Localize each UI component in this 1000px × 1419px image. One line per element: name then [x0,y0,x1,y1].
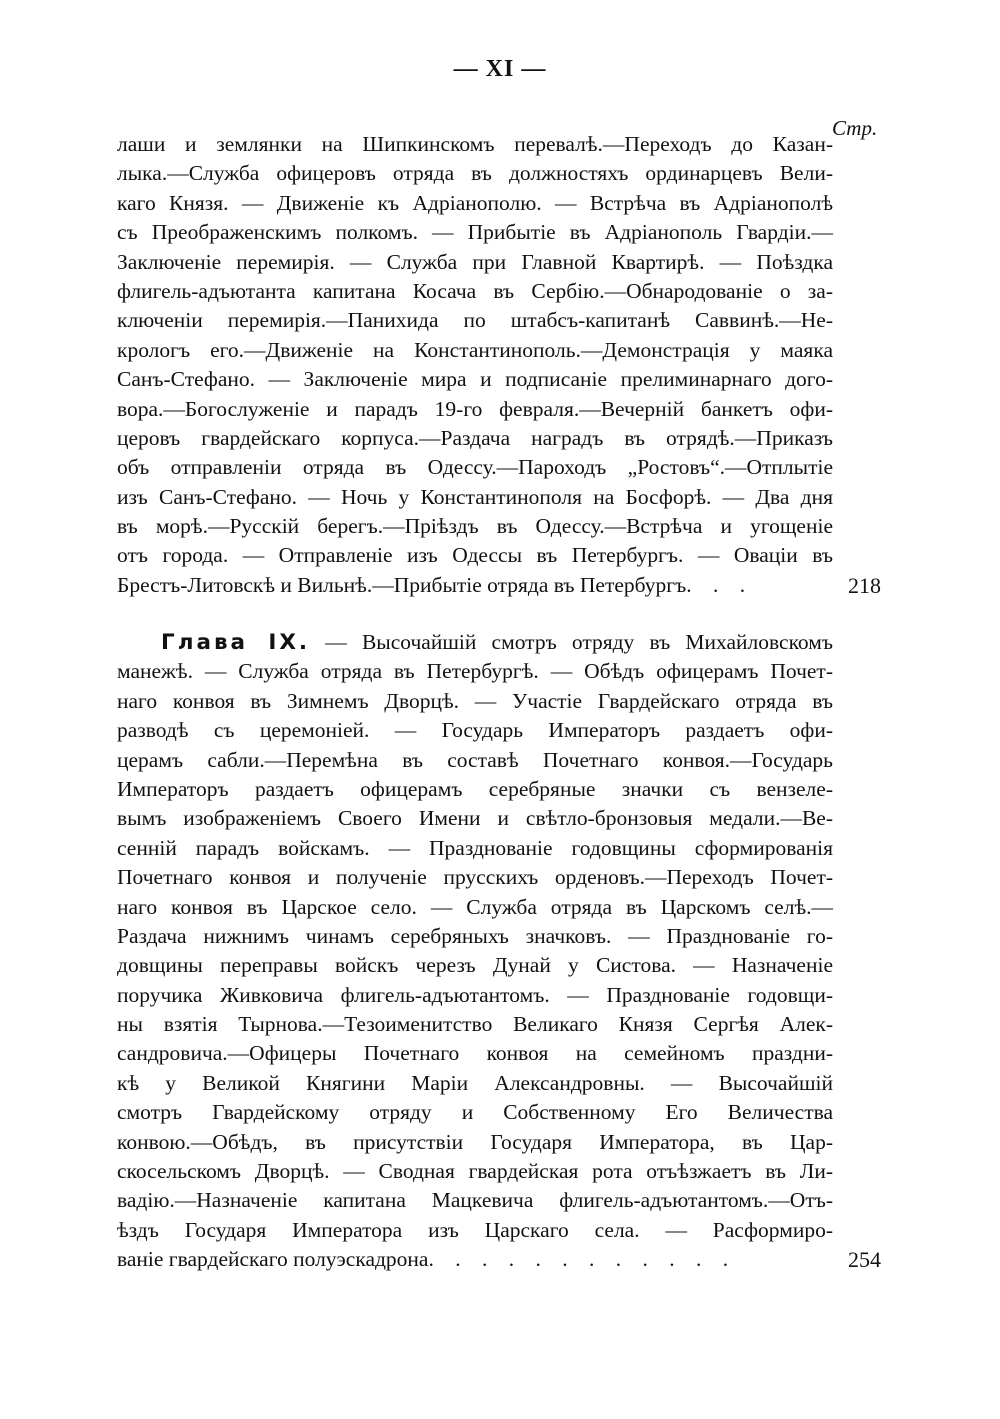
text-line: разводѣ съ церемоніей. — Государь Императоръ раздаетъ офи- [117,718,833,743]
text-line: наго конвоя въ Царское село. — Служба отряда въ Царскомъ селѣ.— [117,894,833,919]
text-line: крологъ его.—Движеніе на Константинополь.—Демонстрація у маяка [117,337,833,362]
last-line-text: Брестъ-Литовскѣ и Вильнѣ.—Прибытіе отряда въ Петербургъ [117,572,687,597]
text-line: флигель-адъютанта капитана Косача въ Сербію.—Обнародованіе о за- [117,278,833,303]
text-line: наго конвоя въ Зимнемъ Дворцѣ. — Участіе Гвардейскаго отряда въ [117,688,833,713]
text-line: манежѣ. — Служба отряда въ Петербургѣ. — Обѣдъ офицерамъ Почет- [117,659,833,684]
text-line: ѣздъ Государя Императора изъ Царскаго села. — Расформиро- [117,1217,833,1242]
text-line: Санъ-Стефано. — Заключеніе мира и подписаніе прелиминарнаго дого- [117,367,833,392]
text-line: церамъ сабли.—Перемѣна въ составѣ Почетнаго конвоя.—Государь [117,747,833,772]
text-line: съ Преображенскимъ полкомъ. — Прибытіе въ Адріанополь Гвардіи.— [117,220,833,245]
toc-entry-chapter-9 [117,628,833,1275]
text-line: церовъ гвардейскаго корпуса.—Раздача наградъ въ отрядѣ.—Приказъ [117,425,833,450]
page-number-roman: — XI — [453,56,547,82]
page-column-label: Стр. [832,116,878,140]
dot-leader: . . . . . . . . . . . . [428,1247,737,1272]
text-line: вадію.—Назначеніе капитана Мацкевича флигель-адъютантомъ.—Отъ- [117,1188,833,1213]
text-line: ны взятія Тырнова.—Тезоименитство Великаго Князя Сергѣя Алек- [117,1012,833,1037]
text-line: скосельскомъ Дворцѣ. — Сводная гвардейская рота отъѣзжаетъ въ Ли- [117,1159,833,1184]
page-ref-218: 218 [848,573,881,598]
chapter-heading-text: — Высочайшій смотръ отряду въ Михайловскомъ [325,630,833,654]
text-line: Императоръ раздаетъ офицерамъ серебряные значки съ вензеле- [117,776,833,801]
text-line: отъ города. — Отправленіе изъ Одессы въ Петербургъ. — Оваціи въ [117,543,833,568]
dot-leader: . . . [686,572,754,597]
text-line: сенній парадъ войскамъ. — Празднованіе годовщины сформированія [117,835,833,860]
text-line: каго Князя. — Движеніе къ Адріанополю. — Встрѣча въ Адріанополѣ [117,190,833,215]
text-line: вымъ изображеніемъ Своего Имени и свѣтло-бронзовыя медали.—Ве- [117,806,833,831]
text-line: Заключеніе перемирія. — Служба при Главной Квартирѣ. — Поѣздка [117,249,833,274]
page-ref-254: 254 [848,1247,881,1272]
text-line: Раздача нижнимъ чинамъ серебряныхъ значковъ. — Празднованіе го- [117,923,833,948]
text-line: объ отправленіи отряда въ Одессу.—Пароходъ „Ростовъ“.—Отплытіе [117,455,833,480]
text-line: вора.—Богослуженіе и парадъ 19-го февраля.—Вечерній банкетъ офи- [117,396,833,421]
text-line-last [117,571,833,600]
text-line: ключеніи перемирія.—Панихида по штабсъ-капитанѣ Саввинѣ.—Не- [117,308,833,333]
text-line: довщины переправы войскъ черезъ Дунай у Систова. — Назначеніе [117,953,833,978]
text-line: изъ Санъ-Стефано. — Ночь у Константинополя на Босфорѣ. — Два дня [117,484,833,509]
text-line: лыка.—Служба офицеровъ отряда въ должностяхъ ординарцевъ Вели- [117,161,833,186]
text-line: Почетнаго конвоя и полученіе прусскихъ орденовъ.—Переходъ Почет- [117,865,833,890]
text-line: конвою.—Обѣдъ, въ присутствіи Государя Императора, въ Цар- [117,1129,833,1154]
text-line: въ морѣ.—Русскій берегъ.—Пріѣздъ въ Одессу.—Встрѣча и угощеніе [117,514,833,539]
text-line: лаши и землянки на Шипкинскомъ перевалѣ.—Переходъ до Казан- [117,132,833,156]
toc-entry-chapter-8-continued [117,130,833,600]
text-line-last [117,1245,833,1274]
text-line: смотръ Гвардейскому отряду и Собственному Его Величества [117,1100,833,1125]
text-line: сандровича.—Офицеры Почетнаго конвоя на семейномъ праздни- [117,1041,833,1066]
chapter-heading-line [117,628,833,657]
chapter-label: Глава IX. [161,630,311,655]
text-line: кѣ у Великой Княгини Маріи Александровны. — Высочайшій [117,1070,833,1095]
last-line-text: ваніе гвардейскаго полуэскадрона [117,1247,429,1272]
text-line: поручика Живковича флигель-адъютантомъ. — Празднованіе годовщи- [117,982,833,1007]
